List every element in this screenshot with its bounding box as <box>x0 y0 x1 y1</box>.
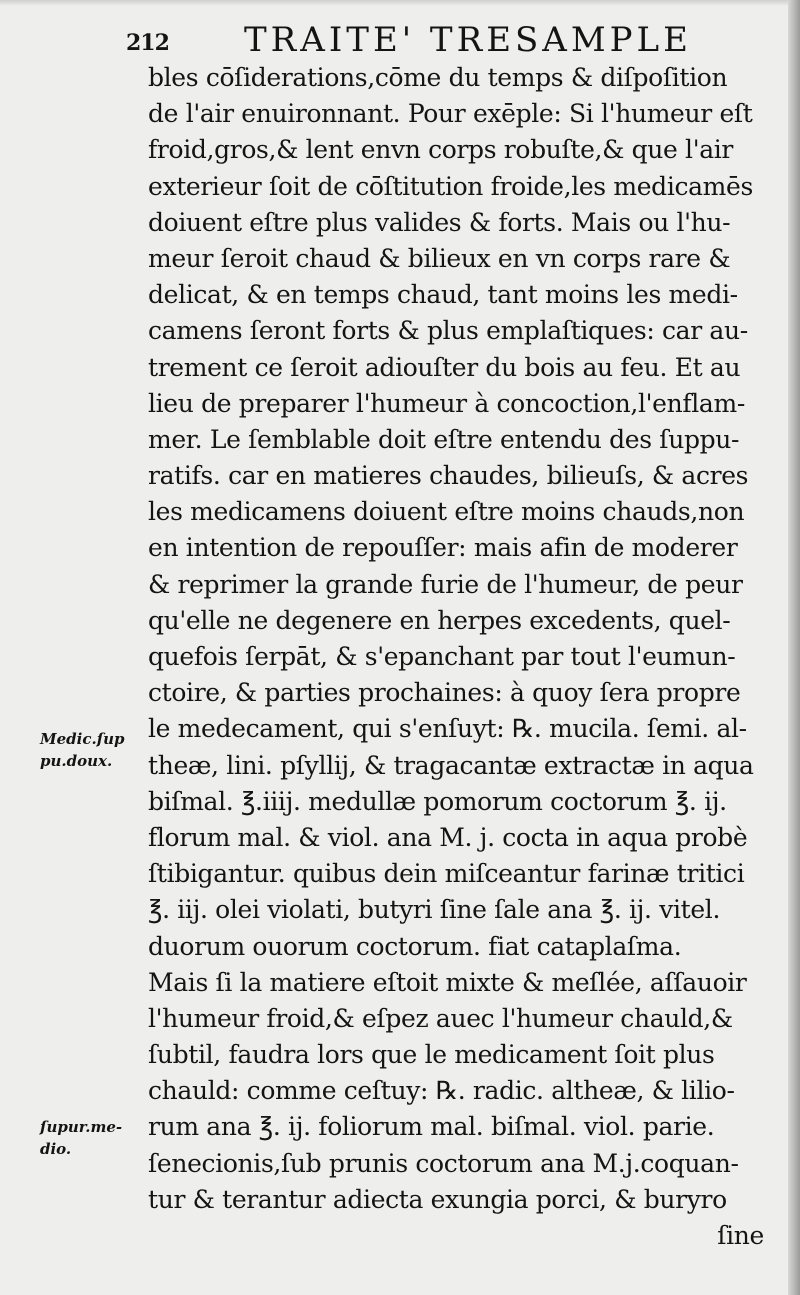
body-line: ℥. iij. olei violati, butyri ſine ſale ana ℥. ij. vitel. <box>148 895 721 925</box>
body-line: l'humeur froid,& eſpez auec l'humeur chauld,& <box>148 1003 733 1033</box>
body-line: froid,gros,& lent envn corps robuſte,& que l'air <box>148 135 734 165</box>
body-line: doiuent eſtre plus valides & forts. Mais ou l'hu- <box>148 207 731 237</box>
body-line: exterieur ſoit de cōſtitution froide,les medicamēs <box>148 171 753 201</box>
body-line: & reprimer la grande furie de l'humeur, de peur <box>148 569 743 599</box>
body-line: rum ana ℥. ij. foliorum mal. biſmal. viol. parie. <box>148 1112 715 1142</box>
body-line: duorum ouorum coctorum. fiat cataplaſma. <box>148 931 682 961</box>
body-line: lieu de preparer l'humeur à concoction,l'enflam- <box>148 388 745 418</box>
body-line: bles cōſiderations,cōme du temps & diſpoſition <box>148 63 728 92</box>
body-line: camens ſeront forts & plus emplaſtiques: car au- <box>148 316 748 346</box>
body-line: de l'air enuironnant. Pour exēple: Si l'humeur eſt <box>148 99 753 129</box>
catchword: ſine <box>717 1221 764 1250</box>
body-line: mer. Le ſemblable doit eſtre entendu des ſuppu- <box>148 424 740 454</box>
body-text <box>148 60 766 1254</box>
body-line: quefois ſerpāt, & s'epanchant par tout l'eumun- <box>148 642 736 671</box>
body-line: les medicamens doiuent eſtre moins chauds,non <box>148 497 745 527</box>
body-line: chauld: comme ceſtuy: ℞. radic. altheæ, & lilio- <box>148 1076 735 1106</box>
body-line: le medecament, qui s'enſuyt: ℞. mucila. ſemi. al- <box>148 714 747 744</box>
margin-note-line: dio. <box>40 1140 72 1158</box>
margin-note-line: ſupur.me- <box>40 1118 123 1136</box>
page-top-shadow <box>0 0 800 6</box>
body-line: delicat, & en temps chaud, tant moins les medi- <box>148 280 738 310</box>
page-gutter-shadow <box>788 0 800 1295</box>
margin-note-line: pu.doux. <box>40 752 113 770</box>
body-line: ratifs. car en matieres chaudes, bilieuſs, & acres <box>148 461 749 491</box>
body-line: florum mal. & viol. ana M. j. cocta in aqua probè <box>148 822 748 852</box>
body-line: ctoire, & parties prochaines: à quoy ſera propre <box>148 678 741 708</box>
body-line: meur ſeroit chaud & bilieux en vn corps rare & <box>148 243 731 273</box>
margin-note-line: Medic.ſup <box>40 730 125 748</box>
page-header <box>126 16 692 60</box>
body-line: qu'elle ne degenere en herpes excedents, quel- <box>148 605 731 635</box>
body-line: Mais ſi la matiere eſtoit mixte & meſlée, aſſauoir <box>148 967 747 997</box>
margin-note <box>40 1116 150 1160</box>
body-line: trement ce ſeroit adiouſter du bois au feu. Et au <box>148 352 741 382</box>
margin-note <box>40 728 150 772</box>
body-line: en intention de repouſſer: mais afin de moderer <box>148 533 738 563</box>
body-line: theæ, lini. pſyllij, & tragacantæ extractæ in aqua <box>148 750 754 780</box>
running-title: TRAITE' TRESAMPLE <box>244 20 692 60</box>
body-line: ſtibigantur. quibus dein miſceantur farinæ tritici <box>148 859 745 889</box>
body-line: biſmal. ℥.iiij. medullæ pomorum coctorum ℥. ij. <box>148 786 727 816</box>
body-line: ſenecionis,ſub prunis coctorum ana M.j.coquan- <box>148 1148 739 1178</box>
body-line: tur & terantur adiecta exungia porci, & buryro <box>148 1184 727 1214</box>
page-number: 212 <box>126 30 169 56</box>
body-line: ſubtil, faudra lors que le medicament ſoit plus <box>148 1040 715 1070</box>
